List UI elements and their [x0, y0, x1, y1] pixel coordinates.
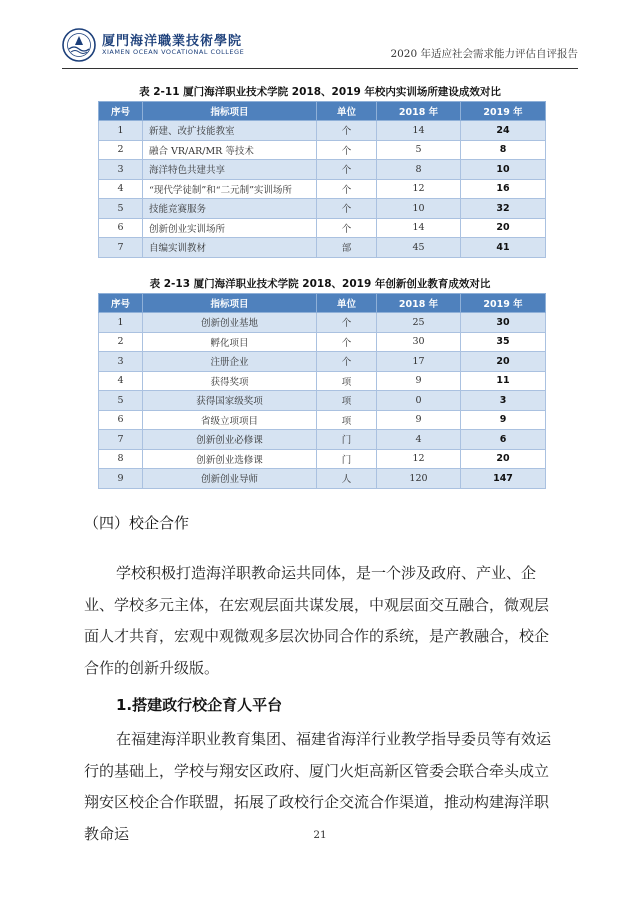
- column-header: 2019 年: [461, 102, 546, 121]
- table2-caption: 表 2-13 厦门海洋职业技术学院 2018、2019 年创新创业教育成效对比: [149, 278, 491, 290]
- value-2018-cell: 25: [377, 313, 461, 333]
- value-2019-cell: 20: [461, 352, 546, 372]
- unit-cell: 个: [317, 140, 377, 160]
- value-2018-cell: 5: [377, 140, 461, 160]
- value-2018-cell: 14: [377, 218, 461, 238]
- column-header: 单位: [317, 294, 377, 313]
- row-index: 1: [99, 121, 143, 141]
- column-header: 2019 年: [461, 294, 546, 313]
- value-2019-cell: 35: [461, 332, 546, 352]
- unit-cell: 人: [317, 469, 377, 489]
- table-row: [99, 218, 546, 238]
- table-row: [99, 469, 546, 489]
- row-index: 4: [99, 371, 143, 391]
- indicator-cell: 孵化项目: [143, 332, 317, 352]
- column-header: 序号: [99, 102, 143, 121]
- value-2018-cell: 12: [377, 179, 461, 199]
- row-index: 2: [99, 140, 143, 160]
- value-2019-cell: 11: [461, 371, 546, 391]
- table1-caption: 表 2-11 厦门海洋职业技术学院 2018、2019 年校内实训场所建设成效对比: [139, 86, 501, 98]
- value-2019-cell: 6: [461, 430, 546, 450]
- table-row: [99, 371, 546, 391]
- body-paragraph: [84, 558, 562, 684]
- indicator-cell: 获得国家级奖项: [143, 391, 317, 411]
- value-2019-cell: 3: [461, 391, 546, 411]
- value-2019-cell: 9: [461, 410, 546, 430]
- row-index: 7: [99, 238, 143, 258]
- value-2019-cell: 147: [461, 469, 546, 489]
- column-header: 2018 年: [377, 294, 461, 313]
- table-row: [99, 140, 546, 160]
- value-2018-cell: 14: [377, 121, 461, 141]
- value-2019-cell: 41: [461, 238, 546, 258]
- page-header: [62, 26, 578, 66]
- page-number: 21: [313, 829, 327, 841]
- unit-cell: 个: [317, 160, 377, 180]
- training-facilities-table: [98, 101, 546, 258]
- section-heading: （四）校企合作: [84, 514, 190, 532]
- table-row: [99, 160, 546, 180]
- subsection-heading: 1.搭建政行校企育人平台: [116, 696, 283, 714]
- row-index: 4: [99, 179, 143, 199]
- row-index: 3: [99, 160, 143, 180]
- value-2018-cell: 9: [377, 410, 461, 430]
- indicator-cell: 创新创业必修课: [143, 430, 317, 450]
- indicator-cell: 创新创业实训场所: [143, 218, 317, 238]
- table-row: [99, 121, 546, 141]
- value-2018-cell: 0: [377, 391, 461, 411]
- indicator-cell: “现代学徒制”和“二元制”实训场所: [143, 179, 317, 199]
- unit-cell: 个: [317, 218, 377, 238]
- table-header-row: [99, 102, 546, 121]
- unit-cell: 门: [317, 449, 377, 469]
- column-header: 指标项目: [143, 102, 317, 121]
- school-name-english: XIAMEN OCEAN VOCATIONAL COLLEGE: [102, 48, 245, 56]
- column-header: 序号: [99, 294, 143, 313]
- table-row: [99, 238, 546, 258]
- school-name-logo: 厦門海洋職業技術學院: [102, 34, 243, 49]
- unit-cell: 个: [317, 179, 377, 199]
- value-2019-cell: 20: [461, 218, 546, 238]
- unit-cell: 部: [317, 238, 377, 258]
- unit-cell: 项: [317, 371, 377, 391]
- table-row: [99, 313, 546, 333]
- table-row: [99, 391, 546, 411]
- value-2019-cell: 30: [461, 313, 546, 333]
- table-row: [99, 199, 546, 219]
- unit-cell: 项: [317, 410, 377, 430]
- row-index: 1: [99, 313, 143, 333]
- value-2018-cell: 10: [377, 199, 461, 219]
- unit-cell: 个: [317, 313, 377, 333]
- indicator-cell: 注册企业: [143, 352, 317, 372]
- value-2018-cell: 17: [377, 352, 461, 372]
- value-2018-cell: 45: [377, 238, 461, 258]
- table-row: [99, 352, 546, 372]
- column-header: 单位: [317, 102, 377, 121]
- table-row: [99, 179, 546, 199]
- value-2019-cell: 10: [461, 160, 546, 180]
- table-row: [99, 430, 546, 450]
- report-title: 2020 年适应社会需求能力评估自评报告: [390, 48, 578, 60]
- indicator-cell: 海洋特色共建共享: [143, 160, 317, 180]
- row-index: 9: [99, 469, 143, 489]
- value-2018-cell: 9: [377, 371, 461, 391]
- table-row: [99, 332, 546, 352]
- indicator-cell: 省级立项项目: [143, 410, 317, 430]
- value-2019-cell: 32: [461, 199, 546, 219]
- value-2018-cell: 120: [377, 469, 461, 489]
- row-index: 8: [99, 449, 143, 469]
- table-row: [99, 449, 546, 469]
- paragraph-text: 在福建海洋职业教育集团、福建省海洋行业教学指导委员等有效运行的基础上，学校与翔安区政府、厦门火炬高新区管委会联合牵头成立翔安区校企合作联盟，拓展了政校行企交流合作渠道，推动构建海洋职教命运: [84, 730, 552, 843]
- indicator-cell: 创新创业选修课: [143, 449, 317, 469]
- indicator-cell: 技能竞赛服务: [143, 199, 317, 219]
- indicator-cell: 获得奖项: [143, 371, 317, 391]
- indicator-cell: 自编实训教材: [143, 238, 317, 258]
- indicator-cell: 融合 VR/AR/MR 等技术: [143, 140, 317, 160]
- table-header-row: [99, 294, 546, 313]
- table-row: [99, 410, 546, 430]
- paragraph-text: 学校积极打造海洋职教命运共同体，是一个涉及政府、产业、企业、学校多元主体，在宏观层面共谋发展，中观层面交互融合，微观层面人才共育，宏观中观微观多层次协同合作的系统，是产教融合，校企合作的创新升级版。: [84, 564, 550, 677]
- value-2018-cell: 4: [377, 430, 461, 450]
- innovation-education-table: [98, 293, 546, 489]
- row-index: 7: [99, 430, 143, 450]
- row-index: 2: [99, 332, 143, 352]
- row-index: 5: [99, 199, 143, 219]
- school-seal-icon: [62, 28, 96, 62]
- value-2018-cell: 30: [377, 332, 461, 352]
- indicator-cell: 创新创业基地: [143, 313, 317, 333]
- value-2018-cell: 8: [377, 160, 461, 180]
- row-index: 6: [99, 410, 143, 430]
- value-2019-cell: 20: [461, 449, 546, 469]
- value-2019-cell: 24: [461, 121, 546, 141]
- unit-cell: 个: [317, 332, 377, 352]
- column-header: 指标项目: [143, 294, 317, 313]
- unit-cell: 项: [317, 391, 377, 411]
- header-divider: [62, 68, 578, 69]
- row-index: 6: [99, 218, 143, 238]
- unit-cell: 个: [317, 199, 377, 219]
- indicator-cell: 创新创业导师: [143, 469, 317, 489]
- unit-cell: 个: [317, 352, 377, 372]
- row-index: 3: [99, 352, 143, 372]
- column-header: 2018 年: [377, 102, 461, 121]
- unit-cell: 门: [317, 430, 377, 450]
- row-index: 5: [99, 391, 143, 411]
- value-2019-cell: 16: [461, 179, 546, 199]
- value-2018-cell: 12: [377, 449, 461, 469]
- value-2019-cell: 8: [461, 140, 546, 160]
- unit-cell: 个: [317, 121, 377, 141]
- indicator-cell: 新建、改扩技能教室: [143, 121, 317, 141]
